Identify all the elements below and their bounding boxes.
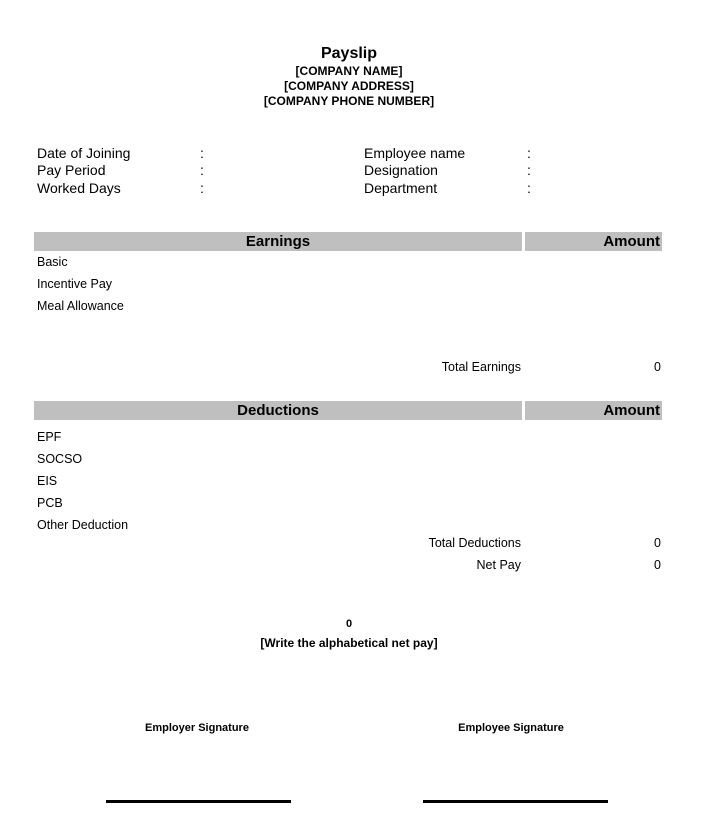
deduction-item-other: Other Deduction xyxy=(37,518,129,532)
deductions-amount-header: Amount xyxy=(603,402,660,419)
info-colon: : xyxy=(527,145,531,161)
info-colon: : xyxy=(527,180,531,196)
employee-signature-label: Employee Signature xyxy=(458,722,564,734)
deductions-header: Deductions xyxy=(237,402,319,419)
deductions-header-bar xyxy=(34,401,522,420)
deductions-amount-header-bar xyxy=(525,401,662,420)
earnings-item-meal-allowance: Meal Allowance xyxy=(37,299,124,313)
deduction-item-pcb: PCB xyxy=(37,496,63,510)
net-pay-label: Net Pay xyxy=(476,558,521,572)
info-colon: : xyxy=(200,162,204,178)
info-label-designation: Designation xyxy=(364,162,438,178)
earnings-header-bar xyxy=(34,232,522,251)
info-label-pay-period: Pay Period xyxy=(37,162,106,178)
net-pay-words: [Write the alphabetical net pay] xyxy=(260,636,438,650)
employer-signature-label: Employer Signature xyxy=(145,722,249,734)
info-colon: : xyxy=(200,180,204,196)
net-pay-value: 0 xyxy=(654,558,661,572)
deduction-item-epf: EPF xyxy=(37,430,62,444)
deduction-item-eis: EIS xyxy=(37,474,58,488)
company-phone: [COMPANY PHONE NUMBER] xyxy=(263,94,435,108)
earnings-header: Earnings xyxy=(245,233,311,250)
info-label-worked-days: Worked Days xyxy=(37,180,121,196)
info-label-date-of-joining: Date of Joining xyxy=(37,145,131,161)
info-colon: : xyxy=(527,162,531,178)
employee-signature-line xyxy=(423,800,608,803)
total-earnings-label: Total Earnings xyxy=(441,360,521,374)
earnings-amount-header: Amount xyxy=(603,233,660,250)
info-label-department: Department xyxy=(364,180,438,196)
company-name: [COMPANY NAME] xyxy=(295,64,403,78)
company-address: [COMPANY ADDRESS] xyxy=(284,79,414,93)
total-deductions-value: 0 xyxy=(654,536,661,550)
deduction-item-socso: SOCSO xyxy=(37,452,83,466)
info-colon: : xyxy=(200,145,204,161)
total-deductions-label: Total Deductions xyxy=(428,536,521,550)
earnings-item-basic: Basic xyxy=(37,255,68,269)
earnings-item-incentive-pay: Incentive Pay xyxy=(37,277,113,291)
payslip-title: Payslip xyxy=(320,45,378,62)
earnings-amount-header-bar xyxy=(525,232,662,251)
total-earnings-value: 0 xyxy=(654,360,661,374)
info-label-employee-name: Employee name xyxy=(364,145,466,161)
employer-signature-line xyxy=(106,800,291,803)
net-pay-amount: 0 xyxy=(345,618,353,630)
